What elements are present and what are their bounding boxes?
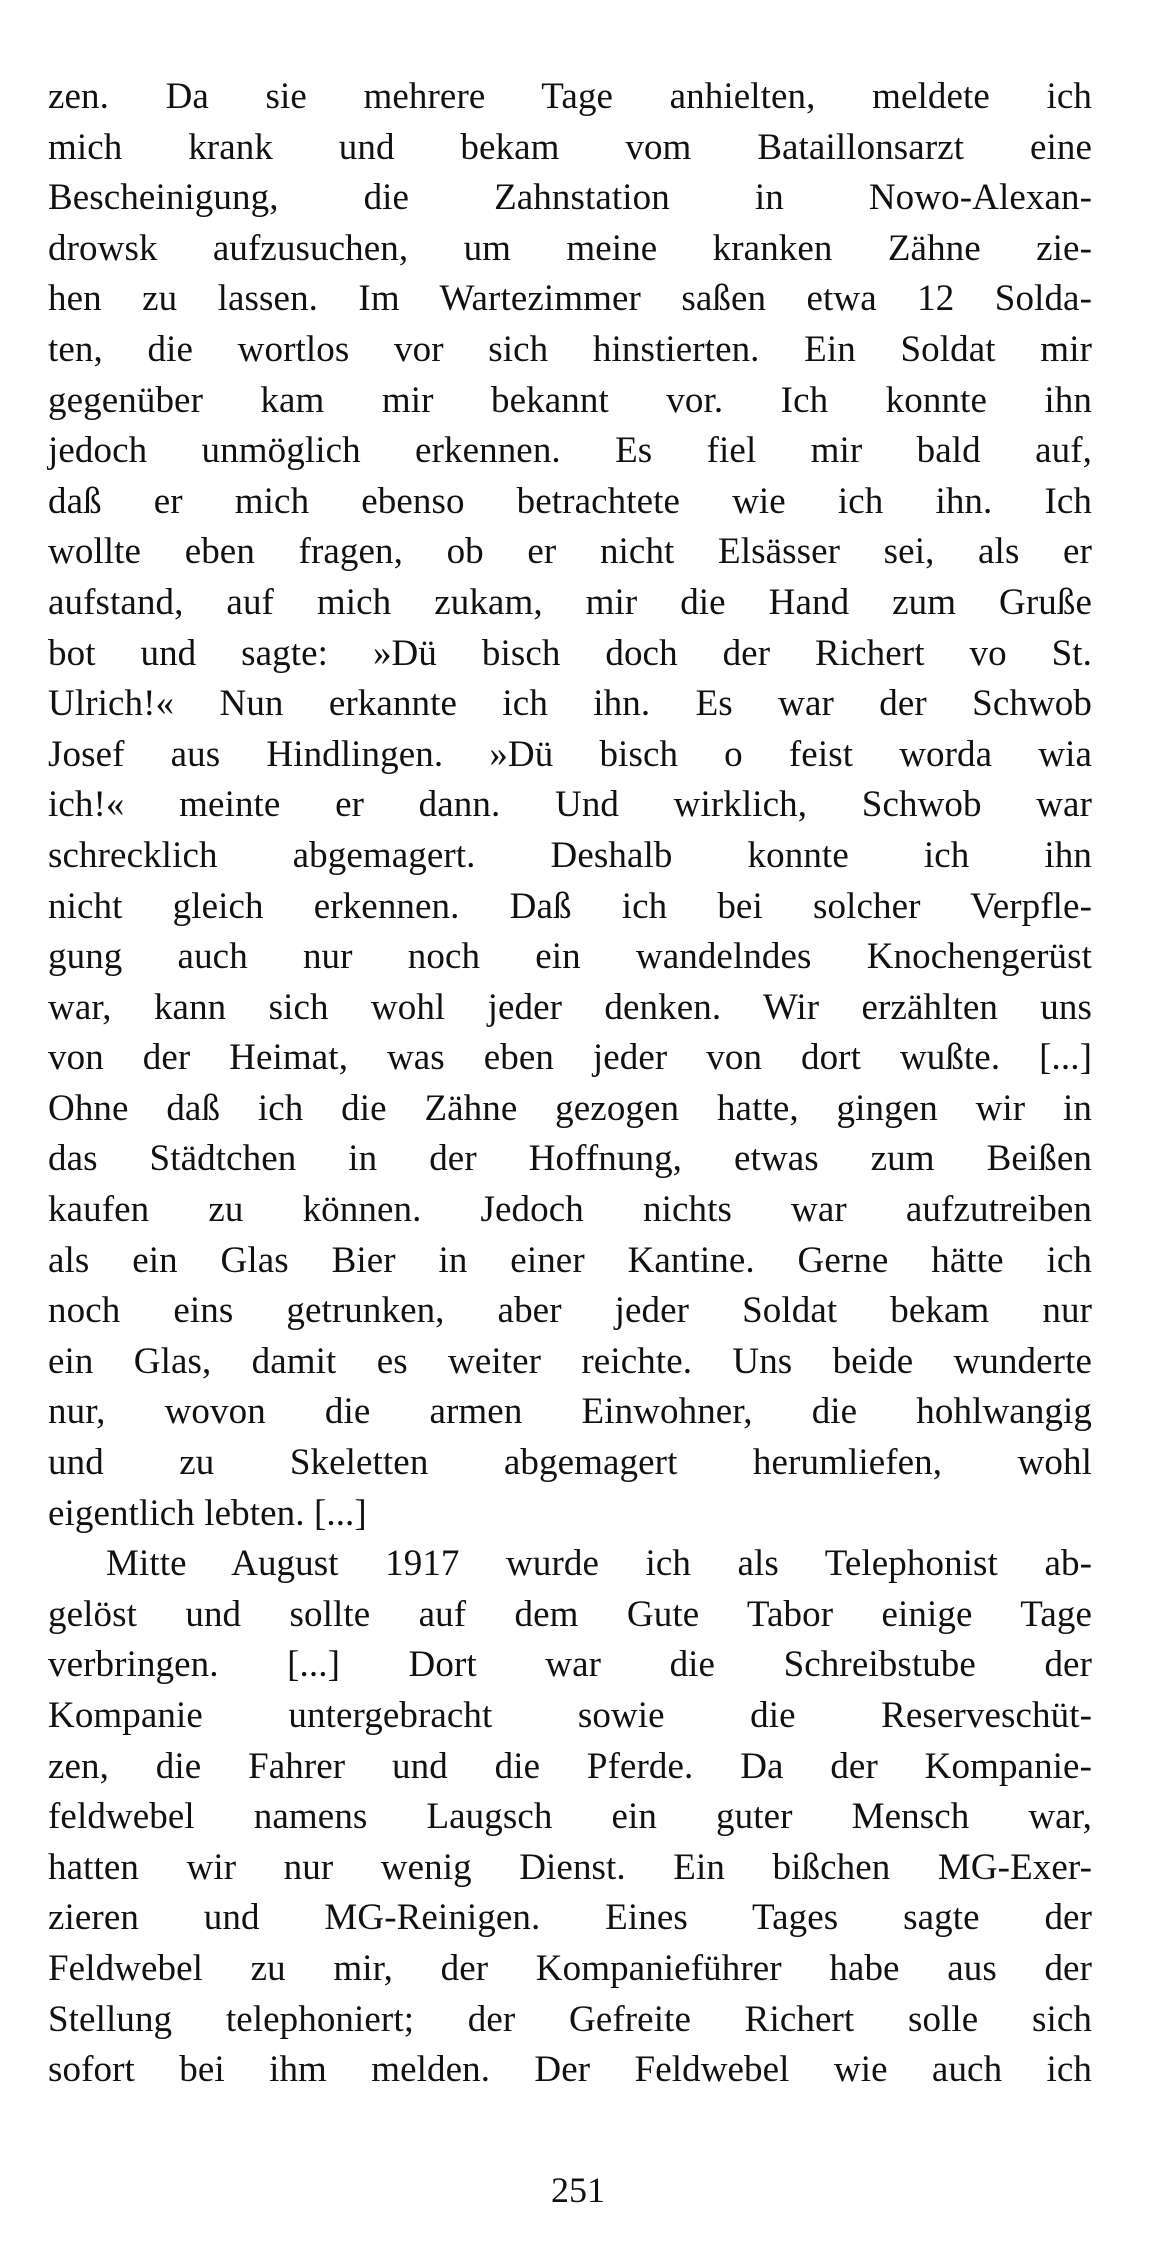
text-line: eigentlich lebten. [...] [48,1492,367,1534]
text-line: hen zu lassen. Im Wartezimmer saßen etwa 12 Solda- [48,278,1092,320]
text-line: bot und sagte: »Dü bisch doch der Richert vo St. [48,632,1092,674]
text-line: Josef aus Hindlingen. »Dü bisch o feist worda wia [48,733,1092,775]
body-text [48,72,1092,2096]
text-line: sofort bei ihm melden. Der Feldwebel wie auch ich [48,2049,1092,2091]
text-line: als ein Glas Bier in einer Kantine. Gerne hätte ich [48,1239,1092,1281]
text-line: daß er mich ebenso betrachtete wie ich ihn. Ich [48,480,1092,522]
text-line: nur, wovon die armen Einwohner, die hohlwangig [48,1391,1092,1433]
text-line: ten, die wortlos vor sich hinstierten. Ein Soldat mir [48,328,1092,370]
text-line: Feldwebel zu mir, der Kompanieführer habe aus der [48,1947,1092,1989]
text-line: war, kann sich wohl jeder denken. Wir erzählten uns [48,986,1092,1028]
text-line: schrecklich abgemagert. Deshalb konnte ich ihn [48,834,1092,876]
text-line: ich!« meinte er dann. Und wirklich, Schwob war [48,784,1092,826]
text-line: gung auch nur noch ein wandelndes Knochengerüst [48,936,1092,978]
text-line: hatten wir nur wenig Dienst. Ein bißchen MG-Exer- [48,1846,1092,1888]
text-line: verbringen. [...] Dort war die Schreibstube der [48,1644,1092,1686]
text-line: mich krank und bekam vom Bataillonsarzt eine [48,126,1092,168]
text-line: jedoch unmöglich erkennen. Es fiel mir bald auf, [48,430,1092,472]
text-line: aufstand, auf mich zukam, mir die Hand zum Gruße [48,581,1092,623]
text-line: feldwebel namens Laugsch ein guter Mensch war, [48,1796,1092,1838]
text-line: zen, die Fahrer und die Pferde. Da der Kompanie- [48,1745,1092,1787]
page-number: 251 [551,2170,605,2210]
text-line: Bescheinigung, die Zahnstation in Nowo-Alexan- [48,177,1092,219]
text-line: gelöst und sollte auf dem Gute Tabor einige Tage [48,1593,1092,1635]
text-line: wollte eben fragen, ob er nicht Elsässer sei, als er [48,531,1092,573]
text-line: Kompanie untergebracht sowie die Reserveschüt- [48,1695,1092,1736]
text-line: gegenüber kam mir bekannt vor. Ich konnte ihn [48,379,1092,421]
text-line: noch eins getrunken, aber jeder Soldat bekam nur [48,1290,1092,1332]
text-line: nicht gleich erkennen. Daß ich bei solcher Verpfle- [48,885,1092,927]
text-line: zen. Da sie mehrere Tage anhielten, meldete ich [48,76,1092,117]
text-line: ein Glas, damit es weiter reichte. Uns beide wunderte [48,1340,1092,1382]
text-line: und zu Skeletten abgemagert herumliefen, wohl [48,1442,1092,1484]
text-line: Ulrich!« Nun erkannte ich ihn. Es war der Schwob [48,683,1092,725]
text-line: kaufen zu können. Jedoch nichts war aufzutreiben [48,1189,1092,1231]
text-line: von der Heimat, was eben jeder von dort wußte. [...] [48,1037,1092,1079]
text-line: drowsk aufzusuchen, um meine kranken Zähne zie- [48,227,1092,269]
paragraph-start-line: Mitte August 1917 wurde ich als Telephonist ab- [106,1543,1092,1585]
text-line: Ohne daß ich die Zähne gezogen hatte, gingen wir in [48,1087,1092,1129]
text-line: zieren und MG-Reinigen. Eines Tages sagte der [48,1897,1092,1939]
text-line: Stellung telephoniert; der Gefreite Richert solle sich [48,1998,1092,2040]
text-line: das Städtchen in der Hoffnung, etwas zum Beißen [48,1138,1092,1180]
